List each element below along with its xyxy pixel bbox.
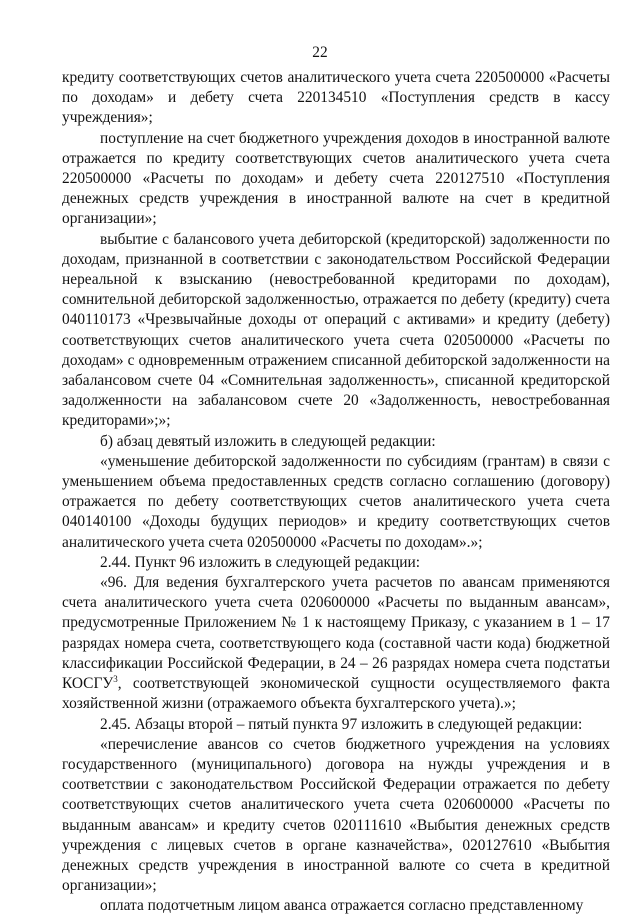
paragraph-96-text: «96. Для ведения бухгалтерского учета расчетов по авансам применяются счета аналитического учета счета 020600000 «Расчеты по выданным авансам», предусмотренные Приложением № 1 к настоящему Приказу, с указанием в 1 – 17 разрядах номера счета, соответствующего кода (составной части кода) бюджетной классификации Российской Федерации, в 24 – 26 разрядах номера счета подстатьи КОСГУ bbox=[62, 574, 610, 693]
paragraph-item-b: б) абзац девятый изложить в следующей редакции: bbox=[100, 432, 436, 450]
paragraph-foreign-currency: поступление на счет бюджетного учреждения доходов в иностранной валюте отражается по кредиту соответствующих счетов аналитического учета счета 220500000 «Расчеты по доходам» и дебету счета 220127510 «Поступления денежных средств учреждения в иностранной валюте на счет в кредитной организации»; bbox=[62, 129, 610, 228]
paragraph-2-45: 2.45. Абзацы второй – пятый пункта 97 изложить в следующей редакции: bbox=[100, 715, 583, 733]
paragraph-write-off: выбытие с балансового учета дебиторской (кредиторской) задолженности по доходам, признанной в соответствии с законодательством Российской Федерации нереальной к взысканию (невостребованной кредиторами по доходам), сомнительной дебиторской задолженностью, отражается по дебету (кредиту) счета 040110173 «Чрезвычайные доходы от операций с активами» и кредиту (дебету) соответствующих счетов аналитического учета счета 020500000 «Расчеты по доходам» с одновременным отражением списанной дебиторской задолженности на забалансовом счете 04 «Сомнительная задолженность», списанной кредиторской задолженности на забалансовом счете 20 «Задолженность, невостребованная кредиторами»;»; bbox=[62, 230, 610, 430]
footnote-ref: 3 bbox=[113, 674, 118, 685]
paragraph-subsidy-reduction: «уменьшение дебиторской задолженности по субсидиям (грантам) в связи с уменьшением объема предоставленных средств согласно соглашению (договору) отражается по дебету соответствующих счетов аналитического учета счета 040140100 «Доходы будущих периодов» и кредиту соответствующих счетов аналитического учета счета 020500000 «Расчеты по доходам».»; bbox=[62, 452, 610, 551]
paragraph-96 bbox=[62, 573, 610, 714]
paragraph-2-44: 2.44. Пункт 96 изложить в следующей редакции: bbox=[100, 553, 421, 571]
paragraph-continuation: кредиту соответствующих счетов аналитического учета счета 220500000 «Расчеты по доходам» и дебету счета 220134510 «Поступления средств в кассу учреждения»; bbox=[62, 69, 610, 127]
paragraph-advance-transfer: «перечисление авансов со счетов бюджетного учреждения на условиях государственного (муниципального) договора на нужды учреждения и в соответствии с законодательством Российской Федерации отражается по дебету соответствующих счетов аналитического учета счета 020600000 «Расчеты по выданным авансам» и кредиту счетов 020111610 «Выбытия денежных средств учреждения с лицевых счетов в органе казначейства», 020127610 «Выбытия денежных средств учреждения в иностранной валюте со счета в кредитной организации»; bbox=[62, 735, 610, 895]
paragraph-advance-payment: оплата подотчетным лицом аванса отражается согласно представленному bbox=[100, 897, 584, 915]
page-number: 22 bbox=[312, 44, 328, 61]
document-body bbox=[62, 68, 610, 917]
paragraph-96-end: , соответствующей экономической сущности осуществляемого факта хозяйственной жизни (отражаемого объекта бухгалтерского учета).»; bbox=[62, 675, 610, 713]
